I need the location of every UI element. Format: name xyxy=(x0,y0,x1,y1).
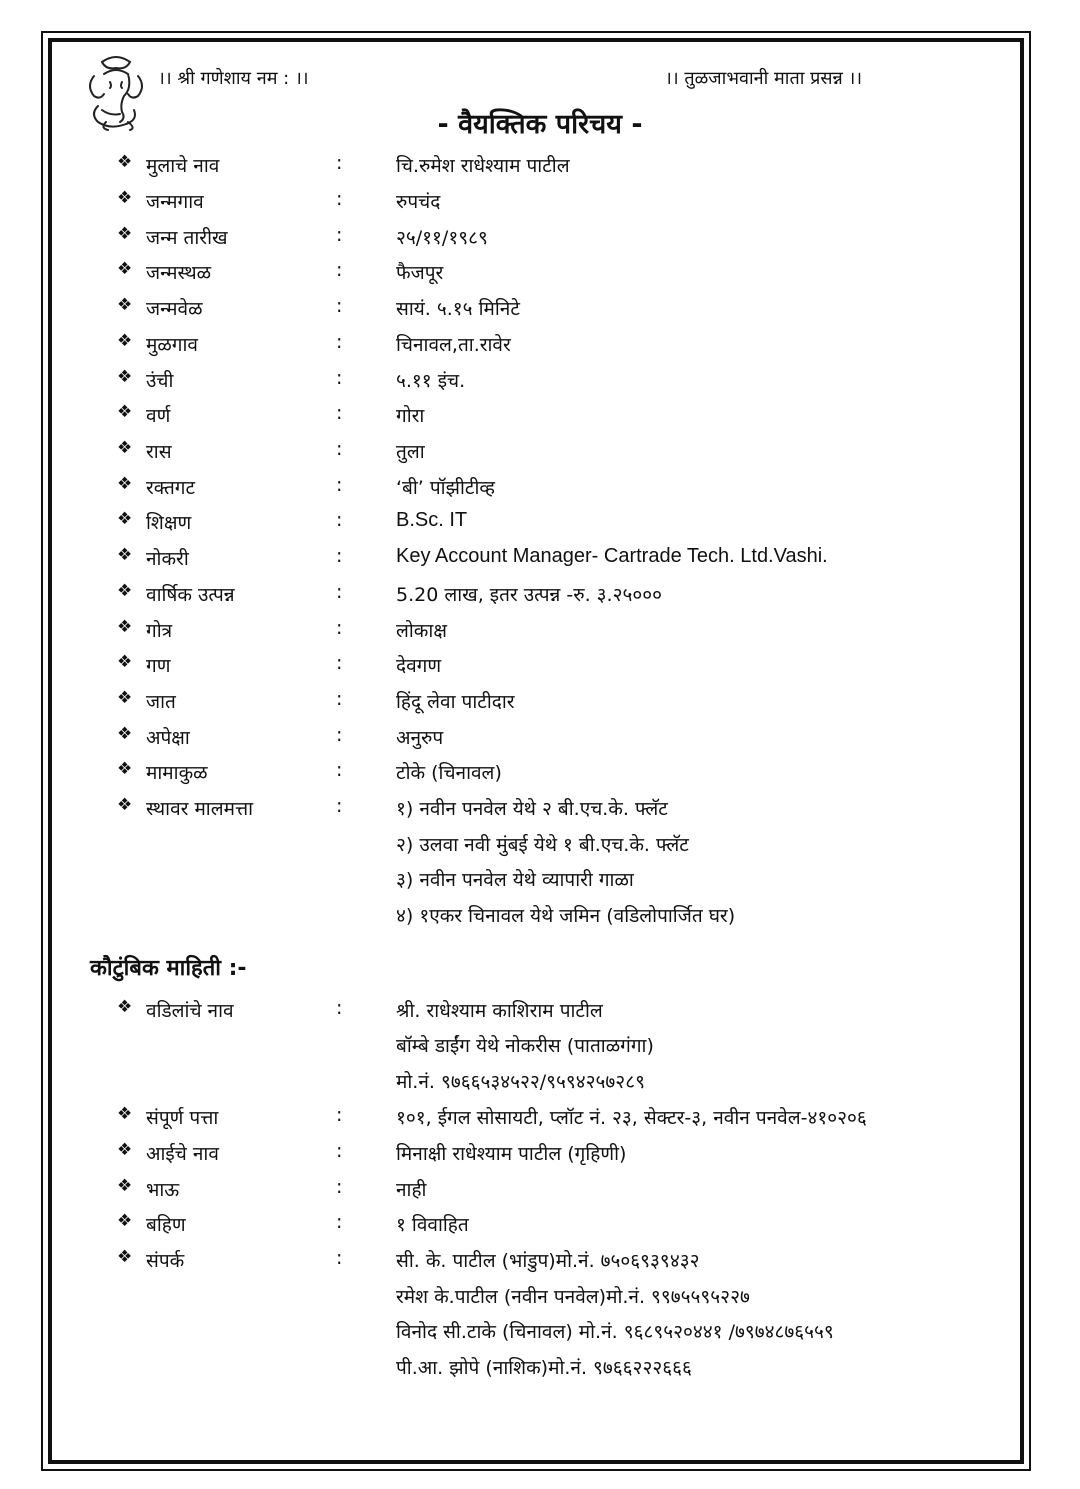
property-line: ३) नवीन पनवेल येथे व्यापारी गाळा xyxy=(396,869,634,891)
field-value: लोकाक्ष xyxy=(396,620,447,642)
bullet-icon: ❖ xyxy=(117,724,133,744)
bullet-icon: ❖ xyxy=(117,509,133,529)
bullet-icon: ❖ xyxy=(117,1247,133,1267)
bullet-icon: ❖ xyxy=(117,652,133,672)
field-label: नोकरी xyxy=(146,548,189,570)
bullet-icon: ❖ xyxy=(117,997,133,1017)
bullet-icon: ❖ xyxy=(117,759,133,779)
field-label: गण xyxy=(146,655,171,677)
bullet-icon: ❖ xyxy=(117,1211,133,1231)
field-label: संपर्क xyxy=(146,1250,185,1272)
field-value: हिंदू लेवा पाटीदार xyxy=(396,691,515,713)
field-value: Key Account Manager- Cartrade Tech. Ltd.Vashi. xyxy=(396,545,828,567)
field-row xyxy=(0,438,1080,472)
field-label: रास xyxy=(146,441,172,463)
bullet-icon: ❖ xyxy=(117,295,133,315)
bullet-icon: ❖ xyxy=(117,795,133,815)
field-row xyxy=(0,724,1080,758)
family-heading: कौटुंबिक माहिती :- xyxy=(90,956,247,981)
colon: : xyxy=(336,1211,343,1233)
field-value: श्री. राधेश्याम काशिराम पाटील xyxy=(396,1000,603,1022)
bullet-icon: ❖ xyxy=(117,224,133,244)
field-value: चिनावल,ता.रावेर xyxy=(396,334,511,356)
bullet-icon: ❖ xyxy=(117,581,133,601)
colon: : xyxy=(336,152,343,174)
contact-line: विनोद सी.टाके (चिनावल) मो.नं. ९६८९५२०४४१ /७९७४८७६५५९ xyxy=(396,1321,834,1343)
field-row xyxy=(0,759,1080,793)
field-row xyxy=(0,1140,1080,1174)
field-label: अपेक्षा xyxy=(146,727,190,749)
bullet-icon: ❖ xyxy=(117,402,133,422)
field-value: १०१, ईगल सोसायटी, प्लॉट नं. २३, सेक्टर-३, नवीन पनवेल-४१०२०६ xyxy=(396,1107,867,1129)
field-label: बहिण xyxy=(146,1214,186,1236)
field-label: वर्ण xyxy=(146,405,171,427)
field-label: गोत्र xyxy=(146,620,173,642)
colon: : xyxy=(336,795,343,817)
field-row xyxy=(0,402,1080,436)
field-row xyxy=(0,652,1080,686)
field-value: B.Sc. IT xyxy=(396,509,468,531)
colon: : xyxy=(336,438,343,460)
bullet-icon: ❖ xyxy=(117,1176,133,1196)
field-row xyxy=(0,1211,1080,1245)
field-value: २५/११/१९८९ xyxy=(396,227,488,249)
bullet-icon: ❖ xyxy=(117,152,133,172)
colon: : xyxy=(336,259,343,281)
colon: : xyxy=(336,581,343,603)
field-value: ‘बी’ पॉझीटीव्ह xyxy=(396,477,495,499)
field-label: शिक्षण xyxy=(146,512,192,534)
bullet-icon: ❖ xyxy=(117,1104,133,1124)
field-label: जन्मस्थळ xyxy=(146,262,212,284)
bullet-icon: ❖ xyxy=(117,438,133,458)
field-value: टोके (चिनावल) xyxy=(396,762,502,784)
field-row xyxy=(0,224,1080,258)
field-label: रक्तगट xyxy=(146,477,196,499)
field-row xyxy=(0,1247,1080,1281)
colon: : xyxy=(336,617,343,639)
colon: : xyxy=(336,724,343,746)
colon: : xyxy=(336,1176,343,1198)
colon: : xyxy=(336,1247,343,1269)
bullet-icon: ❖ xyxy=(117,617,133,637)
invocation-left: ।। श्री गणेशाय नम : ।। xyxy=(158,68,309,89)
bullet-icon: ❖ xyxy=(117,367,133,387)
field-row xyxy=(0,259,1080,293)
field-row xyxy=(0,331,1080,365)
field-value: मिनाक्षी राधेश्याम पाटील (गृहिणी) xyxy=(396,1143,627,1165)
field-value: सी. के. पाटील (भांडुप)मो.नं. ७५०६९३९४३२ xyxy=(396,1250,700,1272)
colon: : xyxy=(336,367,343,389)
field-row xyxy=(0,509,1080,543)
field-row xyxy=(0,1176,1080,1210)
field-label: मुळगाव xyxy=(146,334,198,356)
field-label: मामाकुळ xyxy=(146,762,208,784)
field-label: उंची xyxy=(146,370,174,392)
field-value: चि.रुमेश राधेश्याम पाटील xyxy=(396,155,570,177)
field-row xyxy=(0,688,1080,722)
field-label: आईचे नाव xyxy=(146,1143,219,1165)
field-value: नाही xyxy=(396,1179,427,1201)
field-value: अनुरुप xyxy=(396,727,444,749)
colon: : xyxy=(336,188,343,210)
field-value: १) नवीन पनवेल येथे २ बी.एच.के. फ्लॅट xyxy=(396,798,668,820)
field-row xyxy=(0,295,1080,329)
colon: : xyxy=(336,474,343,496)
bullet-icon: ❖ xyxy=(117,331,133,351)
field-row xyxy=(0,367,1080,401)
bullet-icon: ❖ xyxy=(117,188,133,208)
field-value: 5.20 लाख, इतर उत्पन्न -रु. ३.२५००० xyxy=(396,584,662,606)
field-row xyxy=(0,1104,1080,1138)
field-value: सायं. ५.१५ मिनिटे xyxy=(396,298,520,320)
property-line: ४) १एकर चिनावल येथे जमिन (वडिलोपार्जित घर) xyxy=(396,905,736,927)
bullet-icon: ❖ xyxy=(117,259,133,279)
field-label: स्थावर मालमत्ता xyxy=(146,798,254,820)
colon: : xyxy=(336,402,343,424)
field-label: जन्मगाव xyxy=(146,191,204,213)
field-label: भाऊ xyxy=(146,1179,180,1201)
bullet-icon: ❖ xyxy=(117,474,133,494)
colon: : xyxy=(336,331,343,353)
field-value: फैजपूर xyxy=(396,262,444,284)
field-row xyxy=(0,545,1080,579)
field-label: मुलाचे नाव xyxy=(146,155,220,177)
colon: : xyxy=(336,997,343,1019)
field-row xyxy=(0,152,1080,186)
colon: : xyxy=(336,1140,343,1162)
field-label: वडिलांचे नाव xyxy=(146,1000,234,1022)
invocation-right: ।। तुळजाभवानी माता प्रसन्न ।। xyxy=(665,68,863,89)
colon: : xyxy=(336,545,343,567)
colon: : xyxy=(336,295,343,317)
field-row xyxy=(0,581,1080,615)
field-value: १ विवाहित xyxy=(396,1214,469,1236)
page-title: - वैयक्तिक परिचय - xyxy=(437,109,643,140)
bullet-icon: ❖ xyxy=(117,545,133,565)
field-value: तुला xyxy=(396,441,425,463)
field-label: जन्म तारीख xyxy=(146,227,228,249)
bullet-icon: ❖ xyxy=(117,1140,133,1160)
field-row xyxy=(0,617,1080,651)
father-detail-line: बॉम्बे डाईंग येथे नोकरीस (पाताळगंगा) xyxy=(396,1035,654,1057)
contact-line: रमेश के.पाटील (नवीन पनवेल)मो.नं. ९९७५५९५२२७ xyxy=(396,1286,750,1308)
field-row xyxy=(0,474,1080,508)
field-value: देवगण xyxy=(396,655,442,677)
property-line: २) उलवा नवी मुंबई येथे १ बी.एच.के. फ्लॅट xyxy=(396,834,689,856)
field-row xyxy=(0,997,1080,1031)
colon: : xyxy=(336,509,343,531)
field-label: जन्मवेळ xyxy=(146,298,203,320)
contact-line: पी.आ. झोपे (नाशिक)मो.नं. ९७६६२२२६६६ xyxy=(396,1357,692,1379)
colon: : xyxy=(336,759,343,781)
field-label: जात xyxy=(146,691,176,713)
field-value: ५.११ इंच. xyxy=(396,370,466,392)
field-row xyxy=(0,795,1080,829)
colon: : xyxy=(336,652,343,674)
field-label: संपूर्ण पत्ता xyxy=(146,1107,219,1129)
field-row xyxy=(0,188,1080,222)
field-value: गोरा xyxy=(396,405,425,427)
colon: : xyxy=(336,224,343,246)
father-detail-line: मो.नं. ९७६६५३४५२२/९५९४२५७२८९ xyxy=(396,1071,645,1093)
field-label: वार्षिक उत्पन्न xyxy=(146,584,235,606)
bullet-icon: ❖ xyxy=(117,688,133,708)
colon: : xyxy=(336,688,343,710)
colon: : xyxy=(336,1104,343,1126)
field-value: रुपचंद xyxy=(396,191,441,213)
